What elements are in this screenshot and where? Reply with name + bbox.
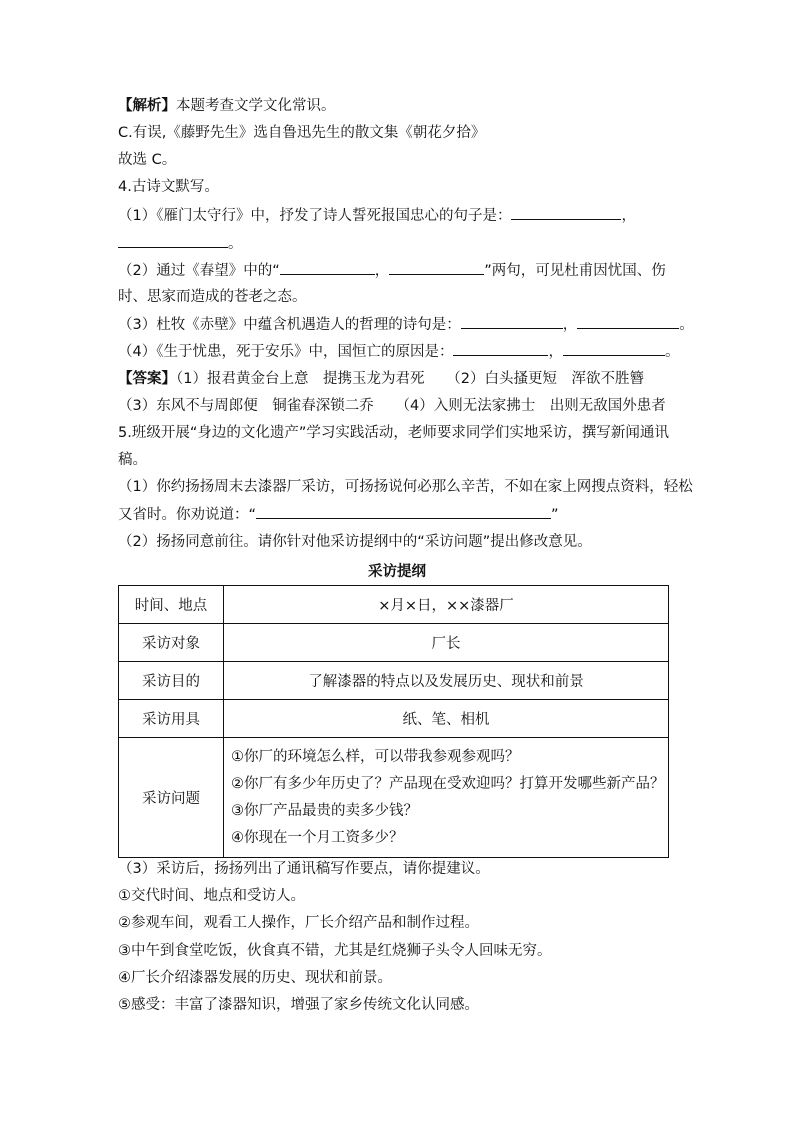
q4-part2-end: ”两句，可见杜甫因忧国、伤 [484, 263, 666, 279]
questions-cell [224, 738, 669, 858]
interview-question: ②你厂有多少年历史了？产品现在受欢迎吗？打算开发哪些新产品？ [231, 775, 665, 792]
table-title: 采访提纲 [368, 564, 426, 580]
table-value: 纸、笔、相机 [224, 700, 669, 738]
q4-part4-text: （4）《生于忧患，死于安乐》中，国恒亡的原因是： [118, 344, 454, 360]
interview-question: ①你厂的环境怎么样，可以带我参观参观吗？ [231, 748, 520, 765]
interview-question: ③你厂产品最贵的卖多少钱？ [231, 802, 418, 819]
writing-point: ⑤感受：丰富了漆器知识，增强了家乡传统文化认同感。 [118, 997, 479, 1013]
table-value: 厂长 [224, 624, 669, 662]
writing-point: ④厂长介绍漆器发展的历史、现状和前景。 [118, 970, 392, 986]
q4-part1-cont [118, 233, 243, 254]
table-key: 采访对象 [119, 624, 224, 662]
q5-part1: （1）你约扬扬周末去漆器厂采访，可扬扬说何必那么辛苦，不如在家上网搜点资料，轻松 [118, 479, 693, 495]
q4-part1 [118, 205, 636, 226]
question-4-title: 4.古诗文默写。 [118, 179, 219, 195]
answer-blank[interactable] [563, 341, 665, 356]
q5-part1-cont [118, 504, 559, 525]
answer-blank[interactable] [577, 314, 679, 329]
answer-blank[interactable] [453, 341, 548, 356]
writing-point: ①交代时间、地点和受访人。 [118, 888, 305, 904]
interview-outline-table [118, 585, 669, 858]
q4-part4-comma: ， [548, 344, 563, 360]
q5-part1-close: ” [551, 507, 559, 523]
writing-point: ③中午到食堂吃饭，伙食真不错，尤其是红烧狮子头令人回味无穷。 [118, 943, 552, 959]
table-value: 了解漆器的特点以及发展历史、现状和前景 [224, 662, 669, 700]
analysis-text: 本题考查文学文化常识。 [176, 98, 336, 114]
table-row [119, 700, 669, 738]
q4-part4-end: 。 [664, 344, 680, 360]
answer-line-2: （3）东风不与周郎便 铜雀春深锁二乔 （4）入则无法家拂士 出则无敌国外患者 [118, 398, 666, 414]
table-value: ×月×日，××漆器厂 [224, 586, 669, 624]
table-row [119, 662, 669, 700]
q4-part2 [118, 260, 666, 281]
q4-part3-end: 。 [679, 317, 694, 333]
analysis-conclusion: 故选 C。 [118, 152, 177, 168]
q4-part3-comma: ， [562, 317, 578, 333]
answer-text-1: （1）报君黄金台上意 提携玉龙为君死 （2）白头搔更短 浑欲不胜簪 [176, 371, 644, 387]
answer-line-1 [118, 369, 644, 389]
answer-label: 【答案】 [118, 371, 176, 387]
answer-blank[interactable] [389, 260, 484, 275]
answer-blank[interactable] [256, 504, 551, 519]
q4-part3 [118, 314, 694, 335]
q5-part1-prompt: 又省时。你劝说道：“ [118, 507, 257, 523]
q4-part1-comma: ， [621, 208, 636, 224]
question-5-title: 5.班级开展“身边的文化遗产”学习实践活动，老师要求同学们实地采访，撰写新闻通讯 [118, 425, 669, 441]
q4-part2-start: （2）通过《春望》中的“ [118, 263, 280, 279]
q4-part2-cont: 时、思家而造成的苍老之态。 [118, 289, 307, 305]
answer-blank[interactable] [461, 314, 563, 329]
q4-part3-text: （3）杜牧《赤壁》中蕴含机遇造人的哲理的诗句是： [118, 317, 461, 333]
q5-part3: （3）采访后，扬扬列出了通讯稿写作要点，请你提建议。 [118, 861, 490, 877]
q4-part2-comma: ， [374, 263, 390, 279]
interview-question: ④你现在一个月工资多少？ [231, 829, 404, 846]
table-key: 采访用具 [119, 700, 224, 738]
answer-blank[interactable] [511, 205, 621, 220]
q5-part2: （2）扬扬同意前往。请你针对他采访提纲中的“采访问题”提出修改意见。 [118, 534, 592, 550]
table-row [119, 624, 669, 662]
q4-part4 [118, 341, 679, 362]
table-row [119, 738, 669, 858]
answer-blank[interactable] [118, 233, 228, 248]
analysis-detail: C.有误,《藤野先生》选自鲁迅先生的散文集《朝花夕拾》 [118, 125, 486, 141]
analysis-label: 【解析】 [118, 98, 176, 114]
q4-part1-end: 。 [228, 236, 243, 252]
analysis-line [118, 96, 336, 116]
answer-blank[interactable] [280, 260, 375, 275]
writing-point: ②参观车间，观看工人操作，厂长介绍产品和制作过程。 [118, 915, 479, 931]
table-key: 采访目的 [119, 662, 224, 700]
table-row [119, 586, 669, 624]
question-5-title-cont: 稿。 [118, 452, 147, 468]
table-key: 采访问题 [119, 738, 224, 858]
q4-part1-text: （1）《雁门太守行》中，抒发了诗人誓死报国忠心的句子是： [118, 208, 512, 224]
table-key: 时间、地点 [119, 586, 224, 624]
